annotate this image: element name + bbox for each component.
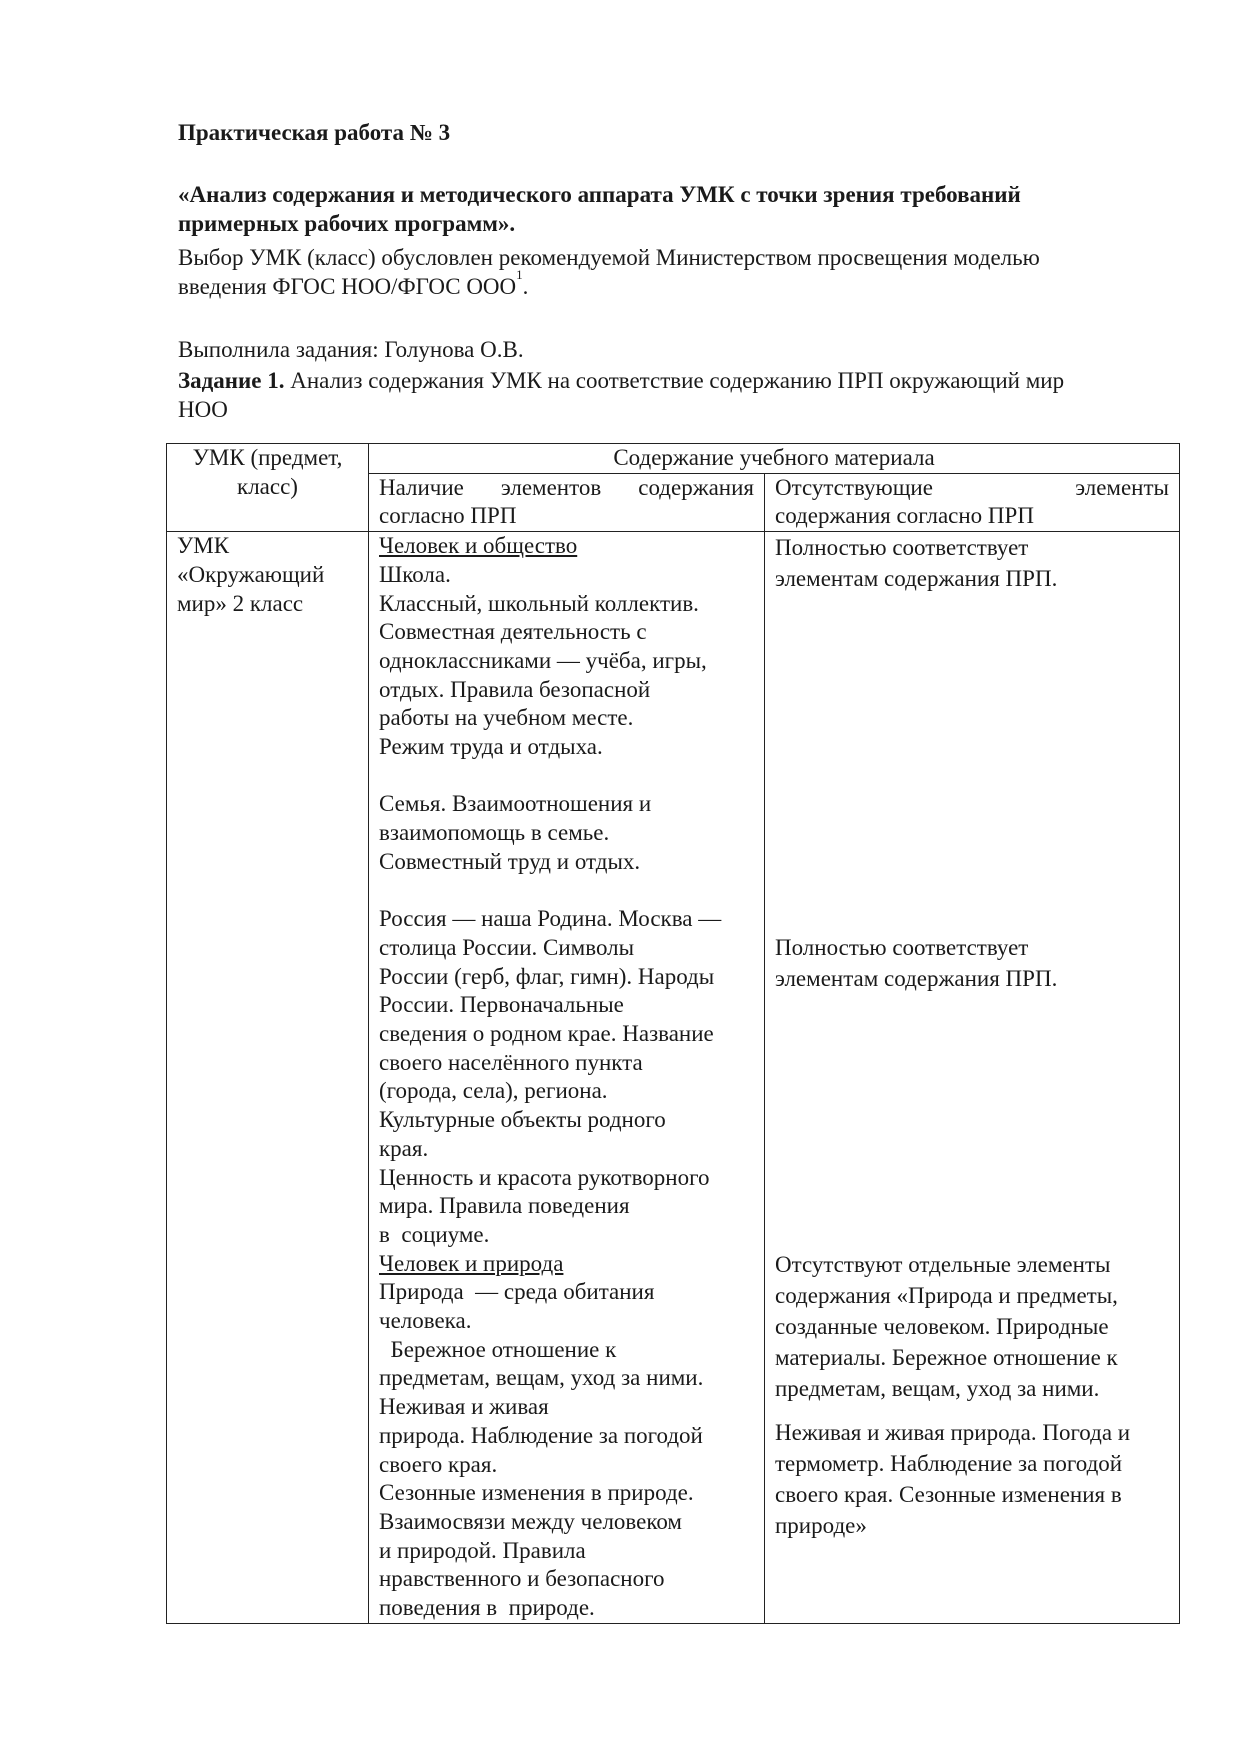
content-line: отдых. Правила безопасной: [379, 676, 651, 702]
content-line: Ценность и красота рукотворного: [379, 1164, 710, 1190]
content-line: Режим труда и отдыха.: [379, 734, 603, 760]
content-line: Культурные объекты родного: [379, 1107, 666, 1133]
blank-line: [379, 762, 754, 791]
content-line: Семья. Взаимоотношения и: [379, 791, 652, 817]
content-line: человека.: [379, 1308, 472, 1334]
content-line: Взаимосвязи между человеком: [379, 1508, 682, 1534]
task-text: Анализ содержания УМК на соответствие содержанию ПРП окружающий мир: [284, 368, 1065, 393]
missing-line: Полностью соответствует: [775, 535, 1029, 561]
header-missing-line-1: [775, 474, 1169, 503]
missing-line: созданные человеком. Природные: [775, 1314, 1109, 1340]
missing-line: содержания «Природа и предметы,: [775, 1283, 1118, 1309]
content-line: столица России. Символы: [379, 934, 635, 960]
intro-end: .: [522, 274, 529, 299]
missing-line: элементам содержания ПРП.: [775, 566, 1058, 592]
missing-line: природе»: [775, 1513, 867, 1539]
header-word: Наличие: [379, 474, 464, 500]
footnote-marker: 1: [516, 267, 523, 282]
header-present-line-1: [379, 474, 754, 503]
header-present-cell: [369, 473, 765, 531]
content-line: края.: [379, 1135, 429, 1161]
intro-text: введения ФГОС НОО/ФГОС ООО: [178, 274, 517, 299]
missing-block-4: [775, 1417, 1130, 1541]
missing-block-3: [775, 1249, 1118, 1404]
missing-line: Отсутствуют отдельные элементы: [775, 1252, 1111, 1278]
content-line: предметам, вещам, уход за ними.: [379, 1365, 704, 1391]
content-table: [166, 443, 1180, 1624]
content-line: Природа — среда обитания: [379, 1279, 655, 1305]
umk-line: мир» 2 класс: [177, 590, 304, 616]
content-line: нравственного и безопасного: [379, 1566, 665, 1592]
header-word: элементов: [500, 474, 602, 500]
content-line: своего края.: [379, 1451, 498, 1477]
task-line-1: [178, 366, 1064, 395]
umk-cell: [167, 532, 369, 1624]
section-heading-society: Человек и общество: [379, 533, 578, 559]
intro-line-2: [178, 267, 529, 301]
content-line: (города, села), региона.: [379, 1078, 608, 1104]
subtitle-line-2: примерных рабочих программ».: [178, 211, 516, 236]
content-line: Совместная деятельность с: [379, 619, 647, 645]
content-line: взаимопомощь в семье.: [379, 820, 610, 846]
subtitle-line-1: «Анализ содержания и методического аппарата УМК с точки зрения требований: [178, 182, 1021, 207]
content-line: работы на учебном месте.: [379, 705, 634, 731]
content-line: Совместный труд и отдых.: [379, 848, 641, 874]
content-line: Неживая и живая: [379, 1394, 549, 1420]
header-present-line-2: согласно ПРП: [379, 503, 517, 529]
content-line: в социуме.: [379, 1221, 490, 1247]
content-line: одноклассниками — учёба, игры,: [379, 647, 707, 673]
content-line: Россия — наша Родина. Москва —: [379, 906, 722, 932]
page-title: Практическая работа № 3: [178, 120, 451, 145]
table-header-row-1: [167, 444, 1180, 474]
content-line: России (герб, флаг, гимн). Народы: [379, 963, 715, 989]
missing-block-1: [775, 532, 1057, 594]
header-umk-line: УМК (предмет,: [192, 445, 343, 470]
content-line: и природой. Правила: [379, 1537, 586, 1563]
header-word: Отсутствующие: [775, 474, 933, 500]
missing-line: Полностью соответствует: [775, 935, 1029, 961]
content-line: России. Первоначальные: [379, 992, 624, 1018]
header-word: содержания: [638, 474, 754, 500]
content-line: Сезонные изменения в природе.: [379, 1480, 694, 1506]
missing-line: термометр. Наблюдение за погодой: [775, 1451, 1123, 1477]
content-line: Классный, школьный коллектив.: [379, 590, 699, 616]
missing-line: Неживая и живая природа. Погода и: [775, 1420, 1131, 1446]
missing-line: элементам содержания ПРП.: [775, 966, 1058, 992]
missing-block-2: [775, 932, 1057, 994]
header-content-cell: Содержание учебного материала: [369, 444, 1180, 474]
blank-line: [379, 877, 754, 906]
header-missing-line-2: содержания согласно ПРП: [775, 503, 1034, 529]
content-line: Школа.: [379, 561, 451, 587]
header-missing-cell: [765, 473, 1180, 531]
missing-line: предметам, вещам, уход за ними.: [775, 1376, 1100, 1402]
content-line: поведения в природе.: [379, 1595, 595, 1621]
header-umk-cell: [167, 444, 369, 532]
intro-line-1: Выбор УМК (класс) обусловлен рекомендуемой Министерством просвещения моделью: [178, 245, 1040, 270]
content-line: мира. Правила поведения: [379, 1193, 630, 1219]
missing-line: своего края. Сезонные изменения в: [775, 1482, 1122, 1508]
umk-line: «Окружающий: [177, 561, 325, 587]
missing-elements-cell: [765, 532, 1180, 1624]
task-label: Задание 1.: [178, 368, 285, 393]
table-row: [167, 532, 1180, 1624]
missing-line: материалы. Бережное отношение к: [775, 1345, 1118, 1371]
content-line: Бережное отношение к: [379, 1336, 617, 1362]
content-line: сведения о родном крае. Название: [379, 1021, 714, 1047]
header-umk-line: класс): [237, 473, 298, 499]
header-word: элементы: [1075, 474, 1169, 500]
task-line-2: НОО: [178, 397, 228, 422]
present-elements-cell: [369, 532, 765, 1624]
content-line: своего населённого пункта: [379, 1049, 643, 1075]
umk-line: УМК: [177, 533, 230, 559]
author-line: Выполнила задания: Голунова О.В.: [178, 337, 524, 362]
content-line: природа. Наблюдение за погодой: [379, 1422, 703, 1448]
section-heading-nature: Человек и природа: [379, 1250, 564, 1276]
